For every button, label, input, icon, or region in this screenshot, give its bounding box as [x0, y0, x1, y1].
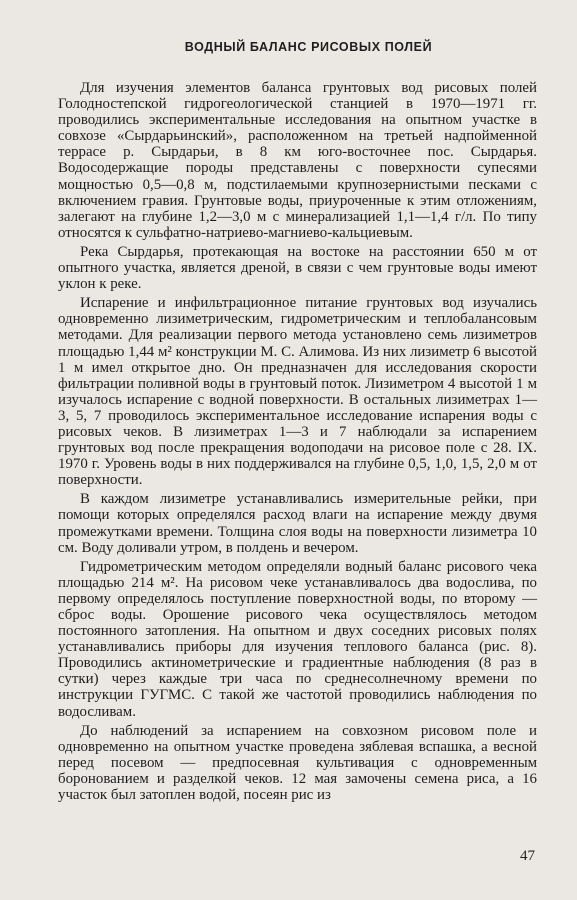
paragraph-3: Испарение и инфильтрационное питание грунтовых вод изучались одновременно лизиметрическим, гидрометрическим и теплобалансовым методами. Для реализации первого метода установлено семь лизиметров площадью 1,44 м² конструкции М. С. Алимова. Из них лизиметр 6 высотой 1 м имел открытое дно. Он предназначен для исследования скорости фильтрации поливной воды в грунтовый поток. Лизиметром 4 высотой 1 м изучалось испарение с водной поверхности. В остальных лизиметрах 1—3, 5, 7 проводилось экспериментальное исследование испарения воды с рисовых чеков. В лизиметрах 1—3 и 7 наблюдали за испарением грунтовых вод после прекращения водоподачи на рисовое поле с 28. IX. 1970 г. Уровень воды в них поддерживался на глубине 0,5, 1,0, 1,5, 2,0 м от поверхности. [58, 295, 537, 489]
paragraph-6: До наблюдений за испарением на совхозном рисовом поле и одновременно на опытном участке проведена зяблевая вспашка, а весной перед посевом — предпосевная культивация с одновременным боронованием и разделкой чеков. 12 мая замочены семена риса, а 16 участок был затоплен водой, посеян рис из [58, 722, 537, 804]
paragraph-1: Для изучения элементов баланса грунтовых вод рисовых полей Голодностепской гидрогеологической станцией в 1970—1971 гг. проводились экспериментальные исследования на опытном участке в совхозе «Сырдарьинский», расположенном на третьей надпойменной террасе р. Сырдарьи, в 8 км юго-восточнее пос. Сырдарья. Водосодержащие породы представлены с поверхности супесями мощностью 0,5—0,8 м, подстилаемыми крупнозернистыми песками с включением гравия. Грунтовые воды, приуроченные к этим отложениям, залегают на глубине 1,2—3,0 м с минерализацией 1,1—1,4 г/л. По типу относятся к сульфатно-натриево-магниево-кальциевым. [58, 80, 537, 241]
paragraph-2: Река Сырдарья, протекающая на востоке на расстоянии 650 м от опытного участка, является дреной, в связи с чем грунтовые воды имеют уклон к реке. [58, 243, 537, 293]
paragraph-5: Гидрометрическим методом определяли водный баланс рисового чека площадью 214 м². На рисовом чеке устанавливалось два водослива, по первому определялось поступление поверхностной воды, по второму — сброс воды. Орошение рисового чека осуществлялось методом постоянного затопления. На опытном и двух соседних рисовых полях устанавливались приборы для изучения теплового баланса (рис. 8). Проводились актинометрические и градиентные наблюдения (8 раз в сутки) через каждые три часа по среднесолнечному времени по инструкции ГУГМС. С такой же частотой проводились наблюдения по водосливам. [58, 558, 537, 720]
page-title: ВОДНЫЙ БАЛАНС РИСОВЫХ ПОЛЕЙ [184, 40, 433, 54]
paragraph-4: В каждом лизиметре устанавливались измерительные рейки, при помощи которых определялся расход влаги на испарение между двумя промежутками времени. Толщина слоя воды на поверхности лизиметра 10 см. Воду доливали утром, в полдень и вечером. [58, 491, 537, 556]
page-number: 47 [520, 848, 535, 864]
